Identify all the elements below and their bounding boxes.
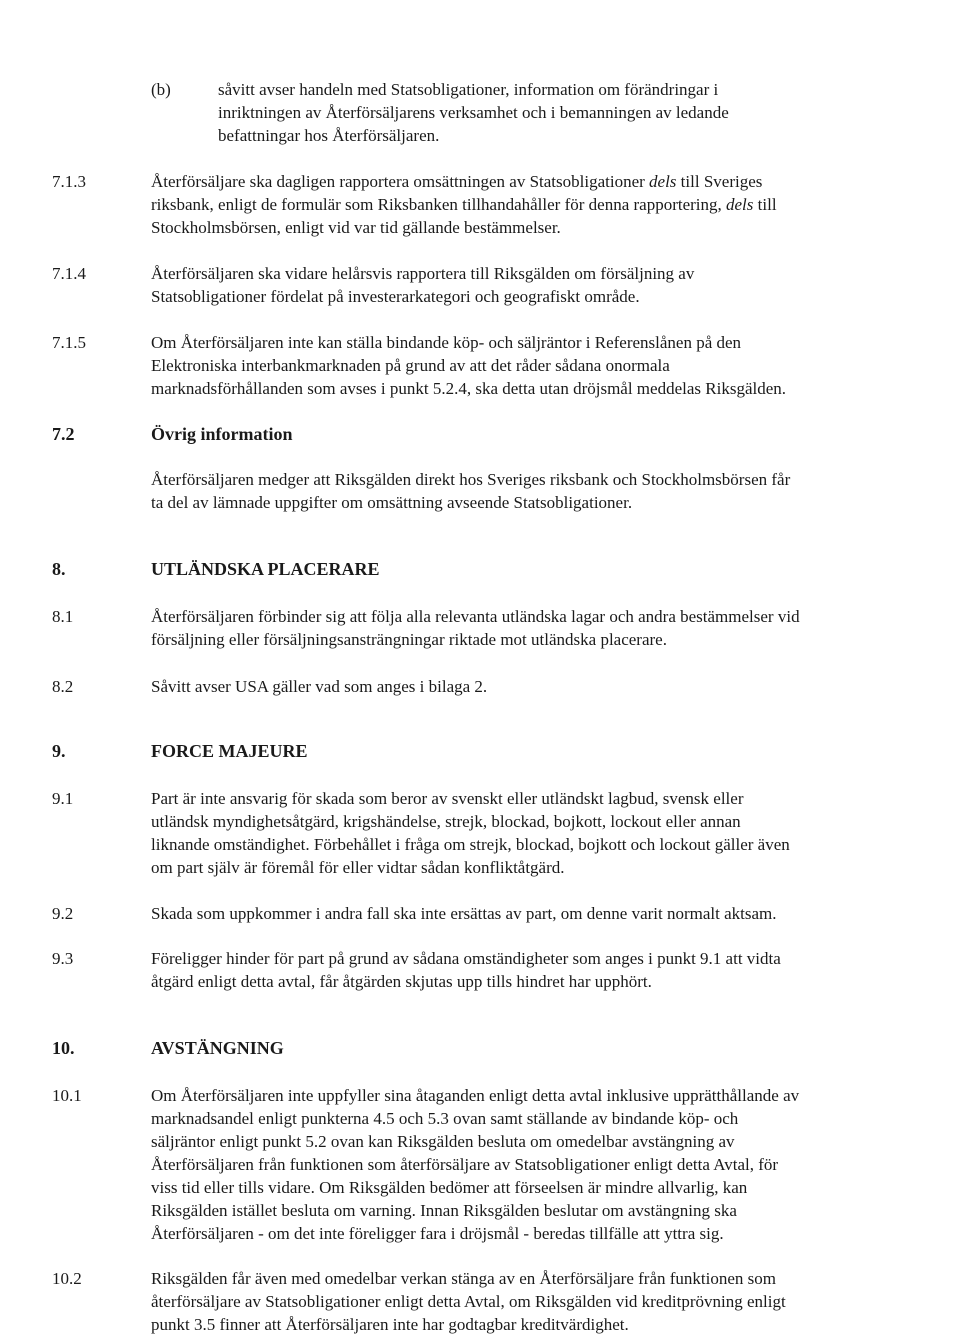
section-91-text (151, 787, 913, 879)
section-72-text (151, 468, 913, 514)
text-line: Stockholmsbörsen, enligt vid var tid gällande bestämmelser. (151, 218, 561, 237)
text-line: utländsk myndighetsåtgärd, krigshändelse, strejk, blockad, bojkott, lockout eller annan (151, 812, 741, 831)
section-92-text (151, 902, 913, 925)
emphasis: dels (726, 195, 754, 214)
section-714-text (151, 262, 913, 308)
section-82-text (151, 675, 913, 698)
text-line: Elektroniska interbankmarknaden på grund av att det råder sådana onormala (151, 356, 670, 375)
section-number: 8.2 (52, 677, 74, 696)
text-run: till (753, 195, 777, 214)
text-run: Återförsäljare ska dagligen rapportera omsättningen av Statsobligationer (151, 172, 650, 191)
text-line: Riksgälden får även med omedelbar verkan stänga av en Återförsäljare från funktionen som (151, 1269, 776, 1288)
heading-number: 10. (52, 1038, 75, 1058)
text-line: åtgärd enligt detta avtal, får åtgärden skjutas upp tills hindret har upphört. (151, 972, 652, 991)
text-line: punkt 3.5 finner att Återförsäljaren inte har godtagbar kreditvärdighet. (151, 1315, 629, 1334)
text-line (151, 170, 913, 193)
text-line: marknadsandel enligt punkterna 4.5 och 5.3 ovan samt ställande av bindande köp- och (151, 1109, 739, 1128)
text-line: Statsobligationer fördelat på investerarkategori och geografiskt område. (151, 287, 640, 306)
heading-number: 9. (52, 741, 66, 761)
heading-number: 7.2 (52, 424, 75, 444)
heading-title: AVSTÄNGNING (151, 1038, 284, 1058)
section-number: 9.1 (52, 789, 74, 808)
text-line: viss tid eller tills vidare. Om Riksgälden bedömer att förseelsen är mindre allvarlig, kan (151, 1178, 748, 1197)
text-line: säljräntor enligt punkt 5.2 ovan kan Riksgälden besluta om omedelbar avstängning av (151, 1132, 735, 1151)
section-93-text (151, 947, 913, 993)
section-number: 7.1.4 (52, 264, 86, 283)
text-line: Om Återförsäljaren inte kan ställa bindande köp- och säljräntor i Referenslånen på den (151, 333, 742, 352)
emphasis: dels (649, 172, 677, 191)
text-line: liknande omständighet. Förbehållet i fråga om strejk, blockad, bojkott och lockout gäller även (151, 835, 790, 854)
section-number: 8.1 (52, 607, 74, 626)
clause-b-text (218, 78, 908, 147)
heading-title: Övrig information (151, 424, 293, 444)
text-line: Återförsäljaren från funktionen som återförsäljare av Statsobligationer enligt detta Avtal, för (151, 1155, 779, 1174)
heading-title: UTLÄNDSKA PLACERARE (151, 559, 380, 579)
clause-label-b: (b) (151, 80, 171, 99)
heading-title: FORCE MAJEURE (151, 741, 308, 761)
section-713-text (151, 170, 913, 239)
text-line: Skada som uppkommer i andra fall ska inte ersättas av part, om denne varit normalt aktsam. (151, 904, 777, 923)
text-line: ta del av lämnade uppgifter om omsättning avseende Statsobligationer. (151, 493, 633, 512)
text-line: Föreligger hinder för part på grund av sådana omständigheter som anges i punkt 9.1 att vidta (151, 949, 781, 968)
section-81-text (151, 605, 913, 651)
text-run: riksbank, enligt de formulär som Riksbanken tillhandahåller för denna rapportering, (151, 195, 727, 214)
text-line: Om Återförsäljaren inte uppfyller sina åtaganden enligt detta avtal inklusive upprätthållande av (151, 1086, 800, 1105)
section-number: 9.3 (52, 949, 74, 968)
text-line: försäljning eller försäljningsansträngningar riktade mot utländska placerare. (151, 630, 667, 649)
text-line: marknadsförhållanden som avses i punkt 5.2.4, ska detta utan dröjsmål meddelas Riksgälden. (151, 379, 787, 398)
text-line: Återförsäljaren ska vidare helårsvis rapportera till Riksgälden om försäljning av (151, 264, 695, 283)
section-number: 10.1 (52, 1086, 82, 1105)
section-number: 7.1.5 (52, 333, 86, 352)
text-line: Återförsäljaren - om det inte föreligger fara i dröjsmål - beredas tillfälle att yttra sig. (151, 1224, 724, 1243)
text-line: såvitt avser handeln med Statsobligationer, information om förändringar i (218, 80, 719, 99)
text-line: Part är inte ansvarig för skada som beror av svenskt eller utländskt lagbud, svensk eller (151, 789, 744, 808)
text-line: Såvitt avser USA gäller vad som anges i bilaga 2. (151, 677, 488, 696)
text-line: befattningar hos Återförsäljaren. (218, 126, 440, 145)
heading-number: 8. (52, 559, 66, 579)
section-number: 10.2 (52, 1269, 82, 1288)
text-line: om part själv är föremål för eller vidtar sådan konfliktåtgärd. (151, 858, 565, 877)
section-715-text (151, 331, 913, 400)
text-run: till Sveriges (676, 172, 763, 191)
text-line: Riksgälden istället besluta om varning. Innan Riksgälden beslutar om avstängning ska (151, 1201, 737, 1220)
section-number: 9.2 (52, 904, 74, 923)
text-line: inriktningen av Återförsäljarens verksamhet och i bemanningen av ledande (218, 103, 729, 122)
text-line: Återförsäljaren medger att Riksgälden direkt hos Sveriges riksbank och Stockholmsbörsen får (151, 470, 791, 489)
section-102-text (151, 1267, 913, 1336)
text-line: Återförsäljaren förbinder sig att följa alla relevanta utländska lagar och andra bestämmelser vid (151, 607, 800, 626)
section-number: 7.1.3 (52, 172, 86, 191)
text-line: återförsäljare av Statsobligationer enligt detta Avtal, om Riksgälden vid kreditprövning enligt (151, 1292, 786, 1311)
section-101-text (151, 1084, 913, 1245)
text-line (151, 193, 913, 216)
